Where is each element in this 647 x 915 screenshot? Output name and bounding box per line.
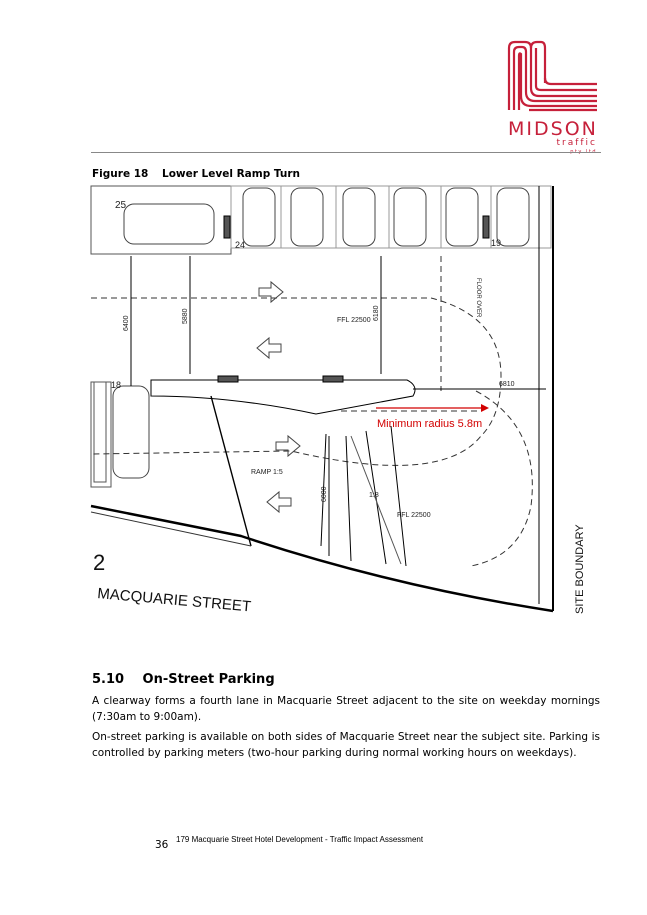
- section-heading: [92, 672, 275, 687]
- header-divider: [91, 152, 601, 153]
- space-18-label: 18: [111, 380, 122, 390]
- dim-5880-label: 5880: [182, 308, 189, 324]
- dim-6400-label: 6400: [123, 315, 130, 331]
- min-radius-label: Minimum radius 5.8m: [377, 418, 483, 430]
- plan-linework: [91, 186, 553, 611]
- footer-document-title: 179 Macquarie Street Hotel Development - Traffic Impact Assessment: [176, 835, 424, 844]
- site-boundary-label: SITE BOUNDARY: [574, 524, 586, 614]
- paragraph-clearway: A clearway forms a fourth lane in Macquarie Street adjacent to the site on weekday mornings (7:30am to 9:00am).: [92, 695, 600, 723]
- section-number: 5.10: [92, 672, 125, 687]
- ffl-upper-label: FFL 22500: [337, 317, 371, 324]
- midson-logo: [505, 38, 601, 154]
- street-label: MACQUARIE STREET: [96, 585, 252, 616]
- section-title: On-Street Parking: [142, 672, 275, 687]
- page-number: 36: [155, 839, 169, 851]
- ramp-label: RAMP 1:5: [251, 469, 283, 476]
- paragraph-on-street-parking: On-street parking is available on both sides of Macquarie Street near the subject site. Parking is controlled by parking meters (two-hour parking during normal working hours on weekdays).: [92, 731, 600, 759]
- ffl-lower-label: FFL 22500: [397, 512, 431, 519]
- midson-logo-mark: [505, 38, 601, 112]
- brand-name: MIDSON: [508, 118, 598, 140]
- min-radius-arrowhead: [481, 404, 489, 412]
- figure-caption: [92, 168, 300, 180]
- figure-number: Figure 18: [92, 168, 149, 180]
- dim-6000-label: 6000: [321, 486, 328, 502]
- ramp-plan-drawing: [91, 186, 586, 636]
- space-19-label: 19: [491, 238, 502, 248]
- floor-over-label: FLOOR OVER: [475, 278, 481, 318]
- space-25-label: 25: [115, 200, 127, 211]
- dim-6810-label: 6810: [499, 381, 515, 388]
- dim-6180-label: 6180: [373, 305, 380, 321]
- brand-subtitle: traffic: [556, 138, 597, 148]
- level-number-label: 2: [93, 550, 106, 575]
- figure-title: Lower Level Ramp Turn: [162, 168, 301, 180]
- brand-subtitle-2: pty ltd: [570, 149, 597, 155]
- ratio-label: 1:8: [369, 492, 379, 499]
- space-24-label: 24: [235, 240, 246, 250]
